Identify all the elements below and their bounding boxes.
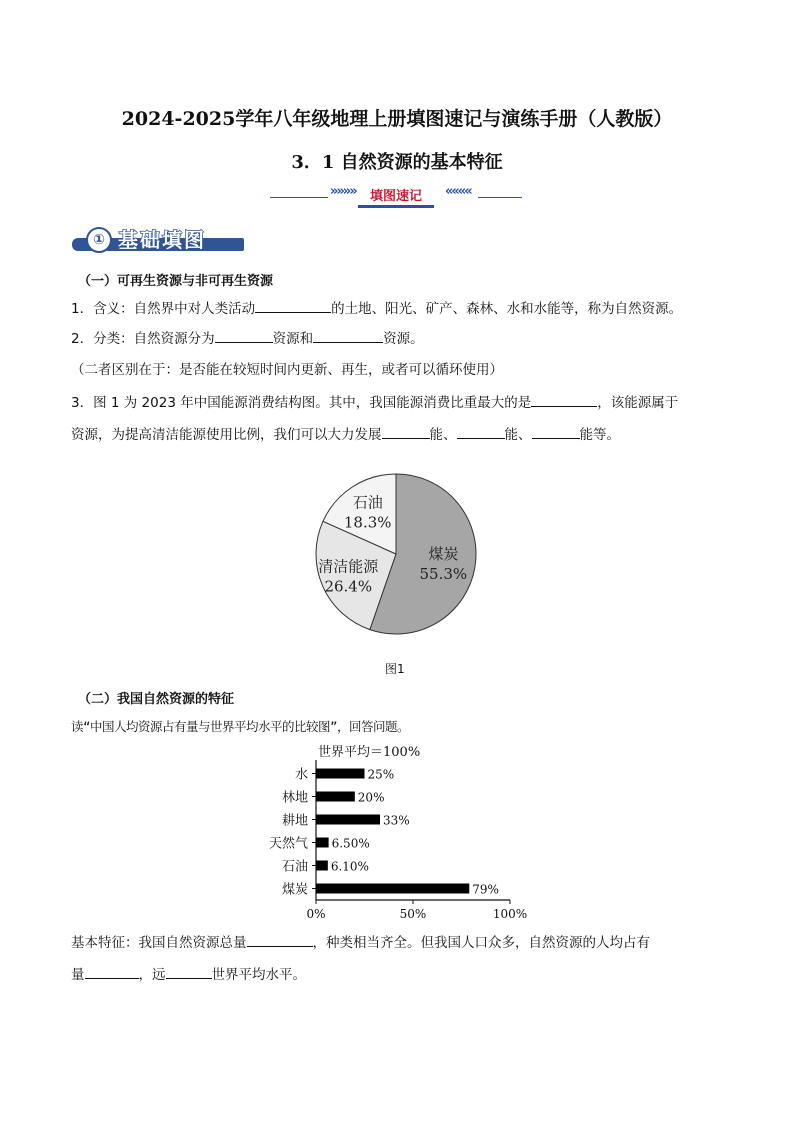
bar [316, 884, 469, 894]
energy-pie-chart [306, 466, 488, 642]
chevron-right-icon: »»»» [330, 184, 356, 199]
fill-blank[interactable] [166, 964, 212, 979]
banner-label: 填图速记 [369, 189, 422, 204]
bar-value-label: 25% [367, 767, 395, 782]
pie-category-label: 煤炭 [428, 544, 459, 563]
part1-heading: （一）可再生资源与非可再生资源 [78, 274, 274, 289]
bar-value-label: 20% [357, 790, 385, 805]
bar-category-label: 水 [294, 767, 308, 783]
part1-line3: （二者区别在于：是否能在较短时间内更新、再生，或者可以循环使用） [71, 362, 503, 378]
part1-line1: 1．含义：自然界中对人类活动 的土地、阳光、矿产、森林、水和水能等，称为自然资源。 [71, 298, 682, 319]
x-tick-label: 100% [492, 907, 528, 921]
bar-value-label: 79% [472, 882, 499, 897]
fill-blank[interactable] [457, 424, 505, 439]
pie-value-label: 26.4% [324, 577, 373, 596]
pie-value-label: 55.3% [419, 564, 468, 583]
fill-blank[interactable] [85, 964, 139, 979]
fill-blank[interactable] [531, 392, 597, 407]
bar-value-label: 33% [383, 813, 410, 828]
part1-line5: 资源，为提高清洁能源使用比例，我们可以大力发展 能、 能、 能等。 [71, 424, 620, 445]
part2-intro: 读“中国人均资源占有量与世界平均水平的比较图”，回答问题。 [71, 719, 410, 734]
pie-category-label: 清洁能源 [318, 557, 379, 576]
bar [316, 861, 328, 871]
section-number: ① [86, 227, 112, 253]
pie-category-label: 石油 [352, 493, 383, 512]
bar [316, 838, 329, 848]
x-tick-label: 50% [399, 907, 427, 921]
bar-chart-title: 世界平均＝100% [318, 745, 421, 760]
fill-blank[interactable] [215, 328, 273, 343]
section-banner [270, 183, 522, 209]
bar [316, 815, 380, 825]
x-tick-label: 0% [306, 907, 326, 921]
fill-blank[interactable] [382, 424, 430, 439]
document-title: 2024-2025学年八年级地理上册填图速记与演练手册（人教版） [121, 108, 673, 130]
bar-category-label: 煤炭 [281, 882, 308, 898]
bar-value-label: 6.50% [331, 836, 370, 851]
bar-value-label: 6.10% [330, 859, 369, 874]
figure-caption: 图1 [385, 662, 405, 676]
section-badge [72, 226, 244, 253]
lesson-title: 3．1 自然资源的基本特征 [291, 152, 503, 173]
fill-blank[interactable] [313, 328, 383, 343]
bar-category-label: 天然气 [268, 836, 308, 852]
section-badge-label: 基础填图 [118, 228, 206, 252]
bar-category-label: 耕地 [281, 813, 308, 829]
resource-bar-chart [260, 740, 540, 922]
fill-blank[interactable] [255, 298, 331, 313]
part2-line1: 基本特征：我国自然资源总量 ，种类相当齐全。但我国人口众多，自然资源的人均占有 [71, 932, 650, 953]
part1-line4: 3．图 1 为 2023 年中国能源消费结构图。其中，我国能源消费比重最大的是 ，该能源属于 [71, 392, 678, 413]
pie-value-label: 18.3% [343, 513, 392, 532]
part1-line2: 2．分类：自然资源分为 资源和 资源。 [71, 328, 424, 349]
bar [316, 769, 365, 779]
bar-category-label: 林地 [281, 790, 308, 806]
part2-line2: 量 ，远 世界平均水平。 [71, 964, 306, 985]
bar [316, 792, 355, 802]
fill-blank[interactable] [247, 932, 313, 947]
bar-category-label: 石油 [281, 859, 308, 875]
fill-blank[interactable] [532, 424, 580, 439]
chevron-left-icon: «««« [445, 184, 471, 199]
part2-heading: （二）我国自然资源的特征 [78, 692, 235, 707]
